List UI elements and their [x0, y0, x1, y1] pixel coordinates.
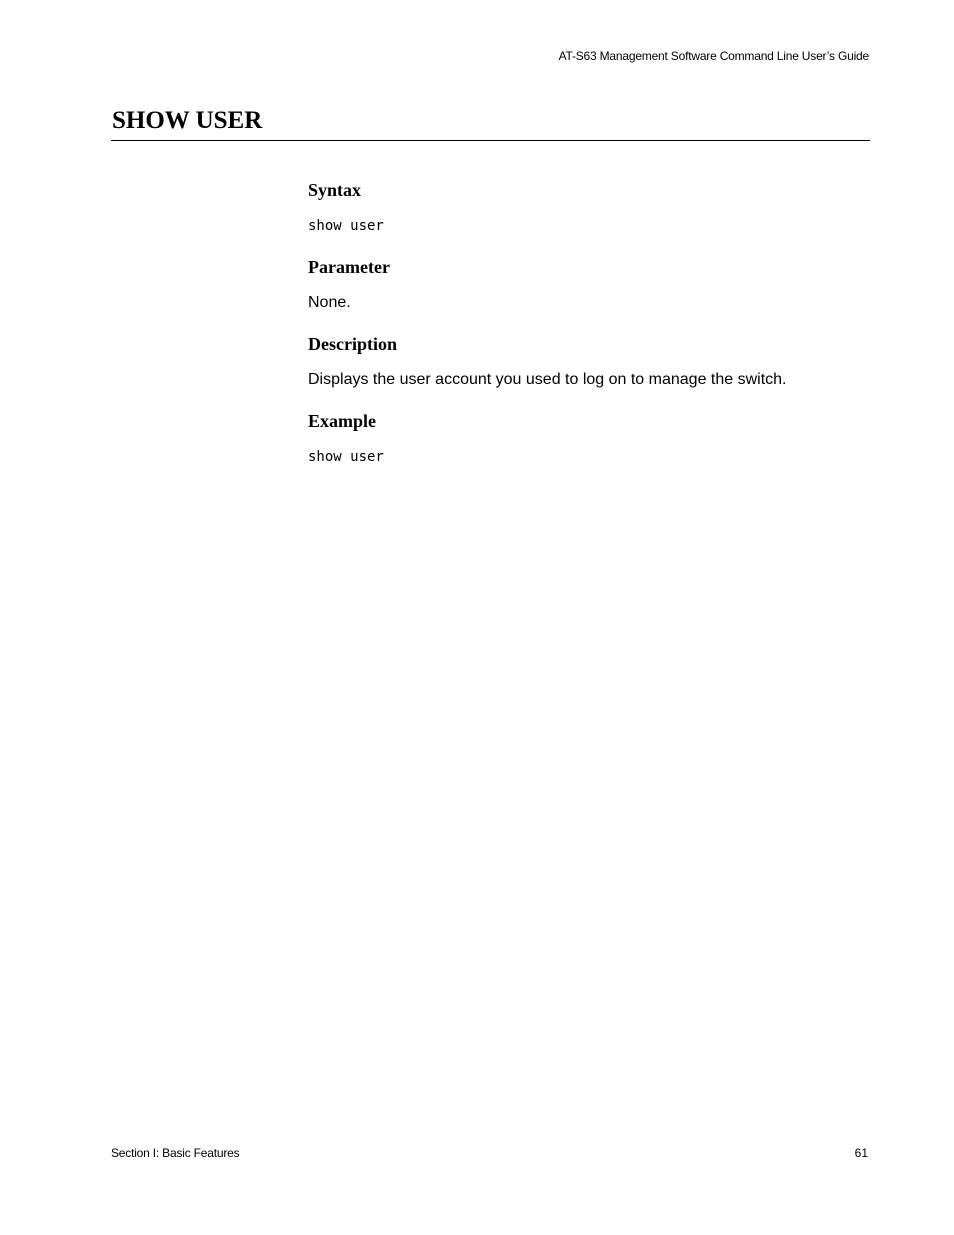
title-divider	[111, 140, 870, 141]
description-heading: Description	[308, 334, 397, 354]
footer-page-number: 61	[854, 1146, 868, 1160]
parameter-heading: Parameter	[308, 257, 390, 277]
example-heading: Example	[308, 411, 377, 431]
parameter-text: None.	[308, 294, 351, 311]
footer-section-label: Section I: Basic Features	[111, 1146, 240, 1160]
example-code: show user	[308, 449, 384, 465]
description-text: Displays the user account you used to log on to manage the switch.	[308, 371, 787, 388]
syntax-heading: Syntax	[308, 180, 362, 200]
page-title: SHOW USER	[112, 107, 263, 134]
running-header: AT-S63 Management Software Command Line User’s Guide	[558, 49, 869, 63]
syntax-code: show user	[308, 218, 384, 234]
main-content	[308, 178, 868, 466]
